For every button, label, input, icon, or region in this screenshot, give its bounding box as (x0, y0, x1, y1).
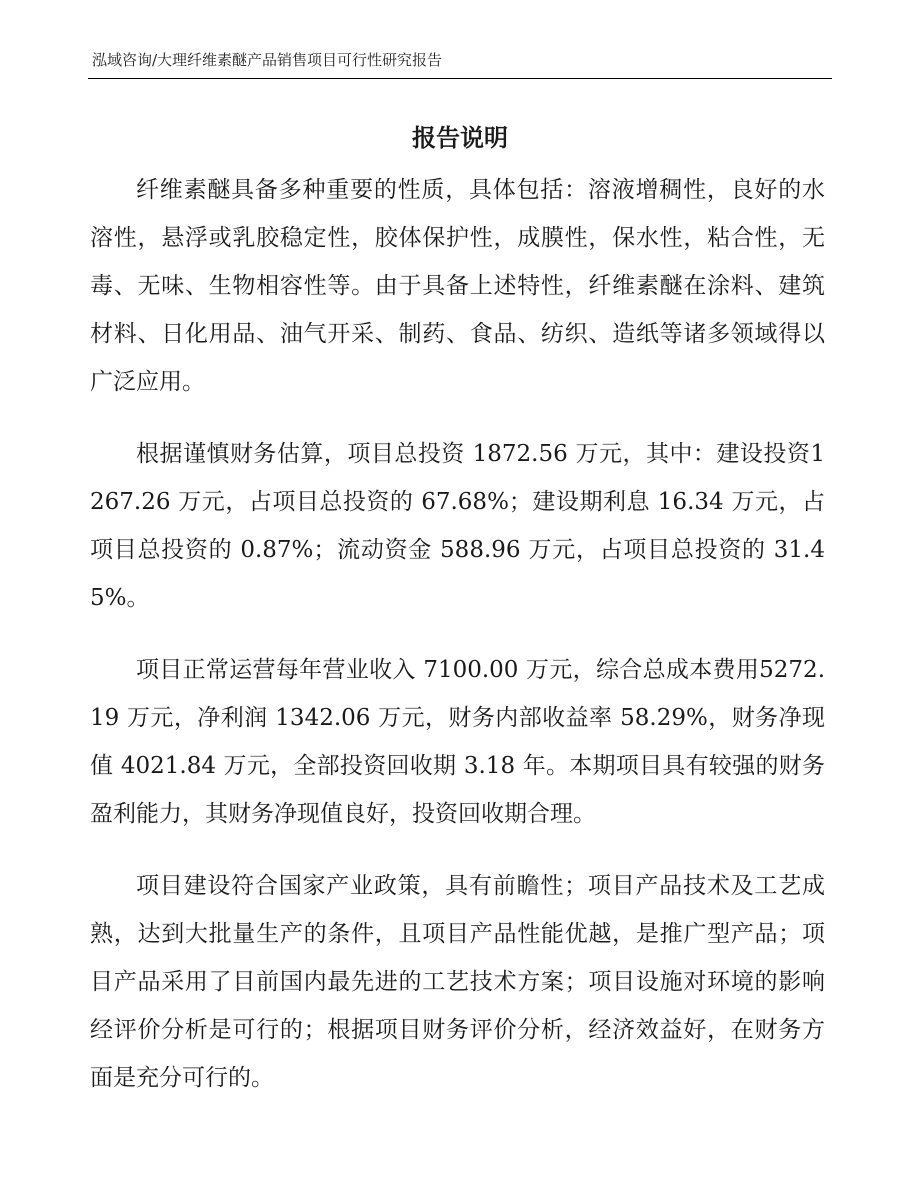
header-divider (88, 78, 832, 79)
running-header: 泓域咨询/大理纤维素醚产品销售项目可行性研究报告 (92, 51, 443, 69)
report-body (90, 166, 825, 1126)
paragraph-properties: 纤维素醚具备多种重要的性质，具体包括：溶液增稠性，良好的水溶性，悬浮或乳胶稳定性，胶体保护性，成膜性，保水性，粘合性，无毒、无味、生物相容性等。由于具备上述特性，纤维素醚在涂料、建筑材料、日化用品、油气开采、制药、食品、纺织、造纸等诸多领域得以广泛应用。 (90, 177, 825, 395)
page-title: 报告说明 (412, 124, 508, 152)
paragraph-financials: 项目正常运营每年营业收入 7100.00 万元，综合总成本费用5272.19 万元，净利润 1342.06 万元，财务内部收益率 58.29%，财务净现值 4021.84 万元，全部投资回收期 3.18 年。本期项目具有较强的财务盈利能力，其财务净现值良好，投资回收期合理。 (90, 657, 825, 827)
paragraph-feasibility: 项目建设符合国家产业政策，具有前瞻性；项目产品技术及工艺成熟，达到大批量生产的条件，且项目产品性能优越，是推广型产品；项目产品采用了目前国内最先进的工艺技术方案；项目设施对环境的影响经评价分析是可行的；根据项目财务评价分析，经济效益好，在财务方面是充分可行的。 (90, 873, 825, 1091)
paragraph-investment: 根据谨慎财务估算，项目总投资 1872.56 万元，其中：建设投资1267.26 万元，占项目总投资的 67.68%；建设期利息 16.34 万元，占项目总投资的 0.87%；流动资金 588.96 万元，占项目总投资的 31.45%。 (90, 441, 825, 611)
